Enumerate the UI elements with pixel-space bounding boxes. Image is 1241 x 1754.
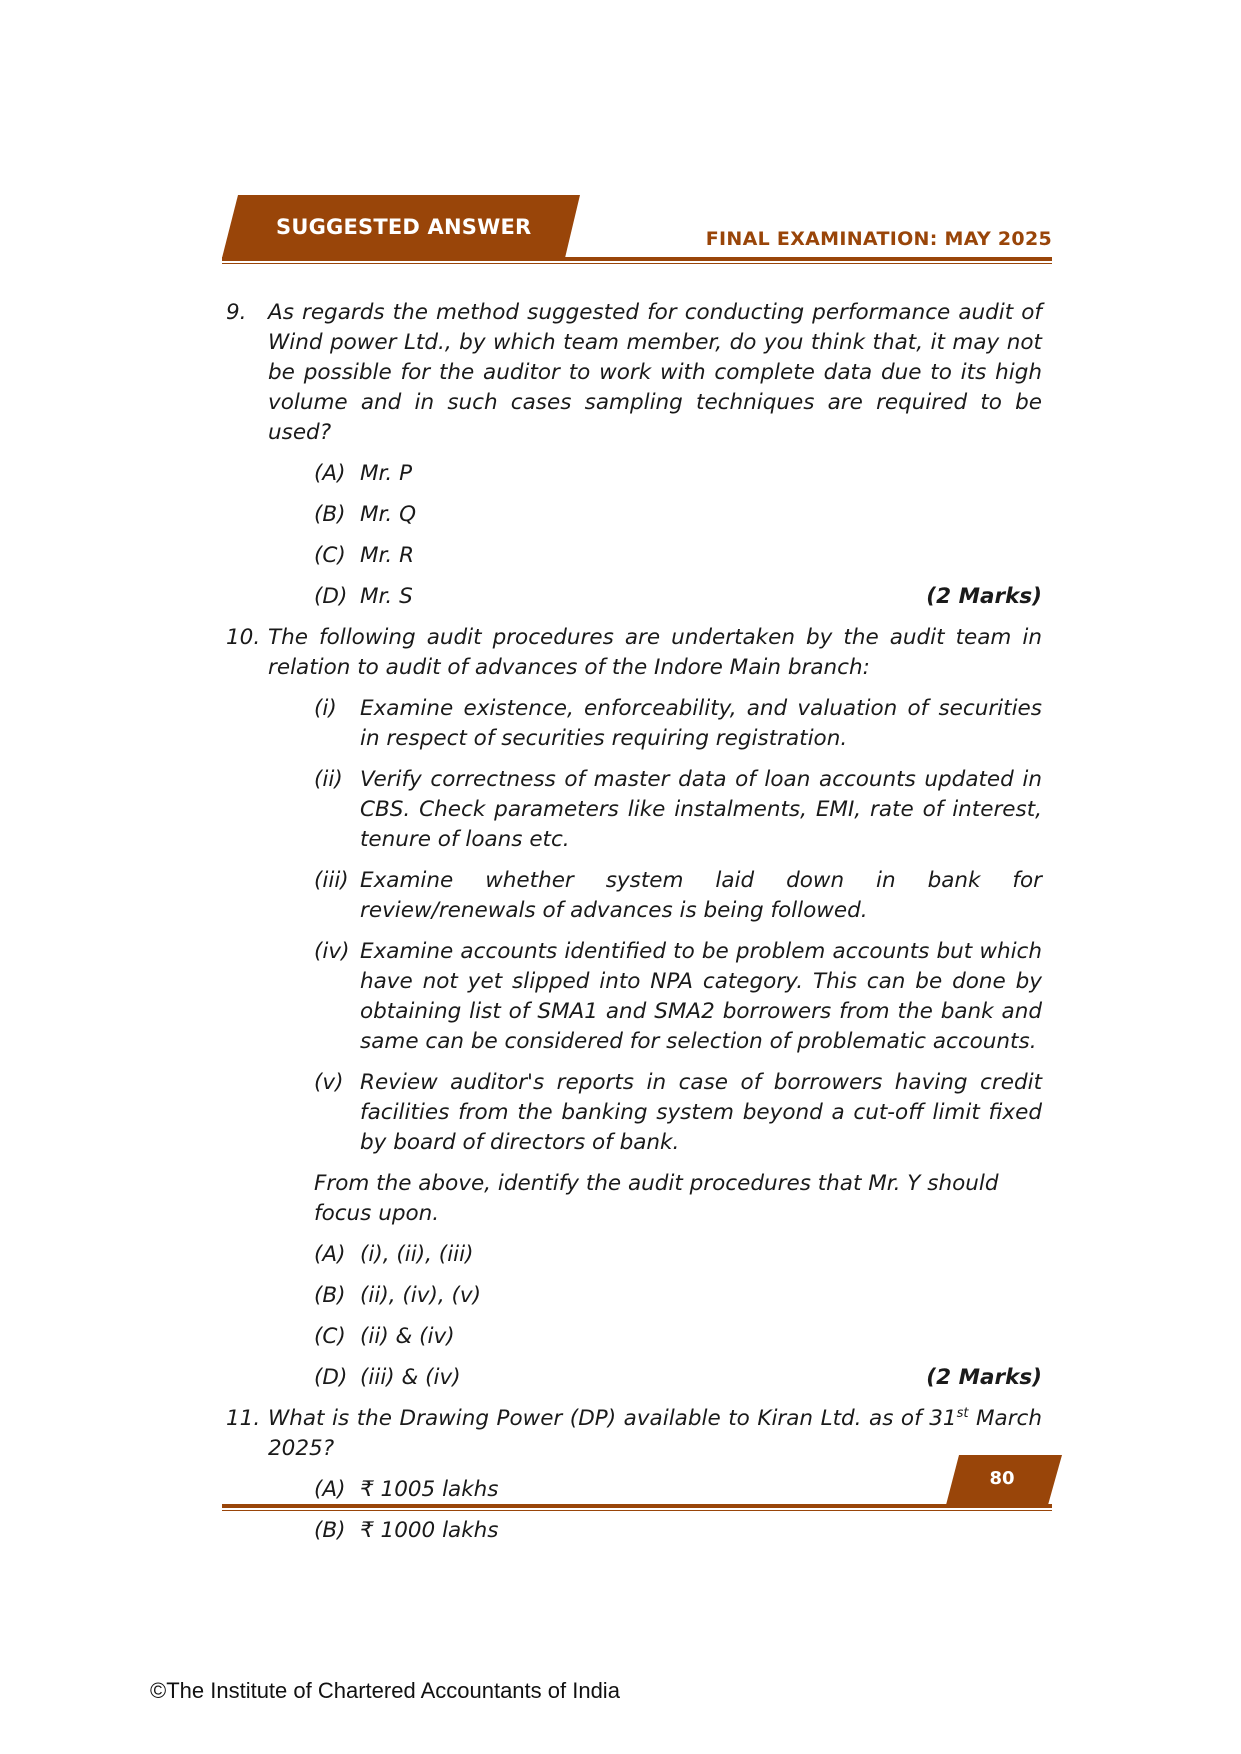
option-label: (B) <box>314 502 346 527</box>
procedure-item-ii <box>268 765 1042 855</box>
procedure-item-i <box>268 694 1042 754</box>
option-b <box>268 1281 1042 1311</box>
option-text: Mr. S <box>360 584 413 609</box>
option-a <box>268 1240 1042 1270</box>
question-number: 10. <box>226 625 261 650</box>
item-label: (iv) <box>314 939 350 964</box>
question-text-part: March 2025? <box>268 1406 1042 1461</box>
item-label: (iii) <box>314 868 349 893</box>
option-label: (C) <box>314 1324 346 1349</box>
header-tab-label: SUGGESTED ANSWER <box>276 215 532 239</box>
option-text: ₹ 1000 lakhs <box>360 1518 499 1543</box>
option-d <box>268 1363 1042 1393</box>
question-number: 9. <box>226 300 247 325</box>
option-d <box>268 582 1042 612</box>
option-text: (iii) & (iv) <box>360 1365 461 1390</box>
question-11 <box>222 1404 1042 1546</box>
question-10 <box>222 623 1042 1393</box>
question-text: The following audit procedures are undertaken by the audit team in relation to audit of advances of the Indore Main branch: <box>268 625 1042 680</box>
option-text: (ii) & (iv) <box>360 1324 455 1349</box>
page-number: 80 <box>989 1468 1015 1489</box>
option-label: (D) <box>314 1365 348 1390</box>
header-rule <box>222 257 1052 261</box>
option-text: (ii), (iv), (v) <box>360 1283 482 1308</box>
question-text-part: What is the Drawing Power (DP) available to Kiran Ltd. as of 31 <box>268 1406 957 1431</box>
page-header <box>222 195 1052 265</box>
option-a <box>268 1475 1042 1505</box>
question-text <box>268 1404 1042 1464</box>
procedure-item-v <box>268 1068 1042 1158</box>
option-a <box>268 459 1042 489</box>
option-label: (B) <box>314 1283 346 1308</box>
copyright-notice: ©The Institute of Chartered Accountants of India <box>150 1678 620 1703</box>
item-label: (i) <box>314 696 337 721</box>
questions-content <box>222 298 1042 1557</box>
marks-label: (2 Marks) <box>926 1365 1042 1390</box>
option-text: ₹ 1005 lakhs <box>360 1477 499 1502</box>
option-text: Mr. Q <box>360 502 417 527</box>
item-text: Examine whether system laid down in bank for review/renewals of advances is being followed. <box>360 868 1042 923</box>
option-c <box>268 541 1042 571</box>
option-c <box>268 1322 1042 1352</box>
item-text: Examine existence, enforceability, and valuation of securities in respect of securities requiring registration. <box>360 696 1042 751</box>
option-label: (A) <box>314 1477 346 1502</box>
item-label: (ii) <box>314 767 343 792</box>
option-text: (i), (ii), (iii) <box>360 1242 474 1267</box>
marks-label: (2 Marks) <box>926 584 1042 609</box>
option-text: Mr. R <box>360 543 415 568</box>
procedure-item-iv <box>268 937 1042 1057</box>
ordinal-superscript: st <box>956 1405 969 1421</box>
question-text: As regards the method suggested for conducting performance audit of Wind power Ltd., by which team member, do you think that, it may not be possible for the auditor to work with complete data due to its high volume and in such cases sampling techniques are required to be used? <box>268 300 1042 445</box>
option-label: (A) <box>314 461 346 486</box>
option-b <box>268 500 1042 530</box>
item-text: Review auditor's reports in case of borrowers having credit facilities from the banking system beyond a cut-off limit fixed by board of directors of bank. <box>360 1070 1042 1155</box>
option-label: (A) <box>314 1242 346 1267</box>
option-label: (C) <box>314 543 346 568</box>
option-b <box>268 1516 1042 1546</box>
item-text: Verify correctness of master data of loan accounts updated in CBS. Check parameters like instalments, EMI, rate of interest, tenure of loans etc. <box>360 767 1042 852</box>
option-text: Mr. P <box>360 461 413 486</box>
option-label: (B) <box>314 1518 346 1543</box>
option-label: (D) <box>314 584 348 609</box>
question-number: 11. <box>226 1406 261 1431</box>
header-rule-thin <box>222 263 1052 264</box>
item-text: Examine accounts identified to be problem accounts but which have not yet slipped into NPA category. This can be done by obtaining list of SMA1 and SMA2 borrowers from the bank and same can be considered for selection of problematic accounts. <box>360 939 1042 1054</box>
procedure-item-iii <box>268 866 1042 926</box>
footer-rule-thin <box>222 1510 1052 1511</box>
footer-rule <box>222 1504 1052 1508</box>
exam-title: FINAL EXAMINATION: MAY 2025 <box>705 228 1052 250</box>
question-9 <box>222 298 1042 612</box>
followup-text: From the above, identify the audit procedures that Mr. Y should focus upon. <box>314 1171 999 1226</box>
item-label: (v) <box>314 1070 344 1095</box>
